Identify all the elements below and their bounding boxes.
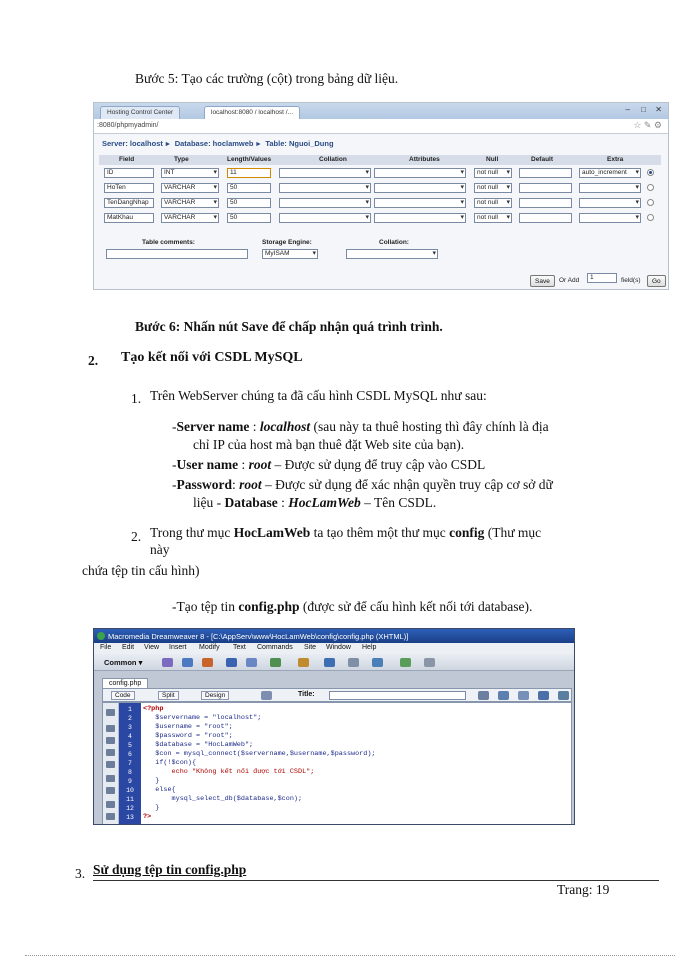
collation-label: Collation:: [379, 239, 409, 246]
code-line: if(!$con){: [143, 759, 197, 767]
line-number: 7: [128, 760, 132, 767]
menu-insert[interactable]: Insert: [169, 644, 187, 651]
field-name-input[interactable]: ID: [104, 168, 154, 178]
dreamweaver-title-bar: [94, 629, 574, 643]
browser-tab-2[interactable]: localhost:8080 / localhost /...: [204, 106, 300, 119]
extra-select[interactable]: [579, 213, 641, 223]
length-input[interactable]: 11: [227, 168, 271, 178]
line-number: 1: [128, 706, 132, 713]
config-folder-name: config: [449, 525, 485, 540]
storage-engine-select[interactable]: MyISAM ▾: [262, 249, 318, 259]
create-config-line: -Tạo tệp tin config.php (được sử để cấu hình kết nối tới database).: [172, 599, 533, 614]
user-label: User name: [176, 457, 239, 472]
primary-radio[interactable]: [647, 184, 654, 191]
attributes-select[interactable]: [374, 168, 466, 178]
primary-radio[interactable]: [647, 214, 654, 221]
code-line: ?>: [143, 813, 152, 821]
table-row: [99, 181, 661, 195]
browser-tabbar: [94, 103, 668, 119]
document-toolbar: [102, 688, 572, 702]
comment-code-icon[interactable]: [106, 813, 115, 820]
server-note-line2: chỉ IP của host mà bạn thuê đặt Web site của bạn).: [193, 437, 465, 452]
type-select[interactable]: VARCHAR ▾: [161, 213, 219, 223]
expand-icon[interactable]: [106, 737, 115, 744]
header-null: Null: [486, 156, 499, 163]
server-label: Server name: [176, 419, 250, 434]
header-default: Default: [531, 156, 554, 163]
header-length: Length/Values: [227, 156, 272, 163]
line-number: 5: [128, 742, 132, 749]
coding-toolbar: [103, 703, 119, 825]
code-line: }: [143, 777, 160, 785]
phpmyadmin-screenshot: [93, 102, 669, 290]
template-icon[interactable]: [372, 658, 383, 667]
password-label: Password: [176, 477, 233, 492]
primary-radio[interactable]: [647, 169, 654, 176]
insert-toolbar: [94, 654, 574, 671]
code-line: $password = "root";: [143, 732, 233, 740]
folder-name: HocLamWeb: [233, 525, 311, 540]
syntax-error-icon[interactable]: [106, 801, 115, 808]
user-note: – Được sử dụng để truy cập vào CSDL: [271, 457, 486, 472]
balance-braces-icon[interactable]: [106, 761, 115, 768]
line-number: 10: [126, 787, 134, 794]
type-select[interactable]: INT ▾: [161, 168, 219, 178]
table-row: [99, 211, 661, 225]
menu-file[interactable]: File: [100, 644, 112, 651]
more-icon[interactable]: [424, 658, 435, 667]
breadcrumb-database[interactable]: Database: hoclamweb: [174, 139, 254, 148]
split-view-button[interactable]: Split: [158, 691, 179, 700]
design-view-button[interactable]: Design: [201, 691, 229, 700]
star-icon[interactable]: ☆ ✎ ⚙: [633, 120, 662, 130]
collapse-icon[interactable]: [106, 725, 115, 732]
header-extra: Extra: [607, 156, 624, 163]
line-number: 11: [126, 796, 134, 803]
server-note: (sau này ta thuê hosting thì đây chính là địa: [310, 419, 549, 434]
header-collation: Collation: [319, 156, 347, 163]
close-icon[interactable]: ✕: [655, 105, 662, 114]
menu-bar: [94, 643, 574, 654]
collation-select[interactable]: [279, 183, 371, 193]
table-icon[interactable]: [226, 658, 237, 667]
validate-icon[interactable]: [498, 691, 509, 700]
dreamweaver-icon: [97, 632, 105, 640]
header-type: Type: [174, 156, 189, 163]
menu-site[interactable]: Site: [304, 644, 317, 651]
menu-window[interactable]: Window: [326, 644, 351, 651]
field-name-input[interactable]: TenDangNhap: [104, 198, 154, 208]
line-number: 13: [126, 814, 134, 821]
or-add-label: Or Add: [559, 277, 580, 284]
step6-label: Bước 6: Nhấn nút Save để chấp nhận quá trình trình.: [135, 319, 443, 334]
item2-text-line3: chứa tệp tin cấu hình): [82, 563, 200, 578]
length-input[interactable]: 50: [227, 198, 271, 208]
browser-tab-1[interactable]: Hosting Control Center: [100, 106, 180, 119]
field-name-input[interactable]: MatKhau: [104, 213, 154, 223]
email-link-icon[interactable]: [182, 658, 193, 667]
browser-check-icon[interactable]: [478, 691, 489, 700]
open-documents-icon[interactable]: [106, 709, 115, 716]
line-number: 6: [128, 751, 132, 758]
menu-text[interactable]: Text: [233, 644, 246, 651]
go-button[interactable]: Go: [647, 275, 666, 287]
item2-text: Trong thư mục HocLamWeb ta tạo thêm một thư mục config (Thư mục: [150, 525, 542, 540]
layer-icon[interactable]: [246, 658, 257, 667]
table-comments-label: Table comments:: [142, 239, 195, 246]
code-line: $con = mysql_connect($servername,$username,$password);: [143, 750, 376, 758]
menu-help[interactable]: Help: [362, 644, 377, 651]
preview-icon[interactable]: [538, 691, 549, 700]
maximize-icon[interactable]: □: [641, 105, 646, 114]
step5-text: Bước 5: Tạo các trường (cột) trong bảng dữ liệu.: [135, 71, 399, 86]
line-number: 8: [128, 769, 132, 776]
breadcrumb-table[interactable]: Table: Nguoi_Dung: [265, 139, 334, 148]
password-line: -Password: root – Được sử dụng để xác nhận quyền truy cập cơ sở dữ: [172, 477, 553, 492]
menu-view[interactable]: View: [144, 644, 160, 651]
footer-divider: [93, 880, 659, 881]
database-note: – Tên CSDL.: [360, 495, 437, 510]
field-name-input[interactable]: HoTen: [104, 183, 154, 193]
tag-chooser-icon[interactable]: [400, 658, 411, 667]
line-number: 4: [128, 733, 132, 740]
attributes-select[interactable]: [374, 183, 466, 193]
live-data-icon[interactable]: [261, 691, 272, 700]
line-number: 3: [128, 724, 132, 731]
line-number: 9: [128, 778, 132, 785]
breadcrumb-server[interactable]: Server: localhost: [102, 139, 163, 148]
extra-select[interactable]: [579, 198, 641, 208]
item1-text: Trên WebServer chúng ta đã cấu hình CSDL MySQL như sau:: [150, 388, 487, 403]
dreamweaver-screenshot: [93, 628, 575, 825]
storage-engine-label: Storage Engine:: [262, 239, 312, 246]
header-field: Field: [119, 156, 135, 163]
default-input[interactable]: [519, 168, 572, 178]
file-tab[interactable]: config.php: [102, 678, 148, 688]
date-icon[interactable]: [324, 658, 335, 667]
line-numbers-icon[interactable]: [106, 775, 115, 782]
add-fields-count-input[interactable]: 1: [587, 273, 617, 283]
section3-title: Sử dụng tệp tin config.php: [93, 862, 247, 877]
window-title: Macromedia Dreamweaver 8 - [C:\AppServ\www\HocLamWeb\config\config.php (XHTML)]: [108, 632, 409, 641]
code-line: $username = "root";: [143, 723, 233, 731]
line-number-gutter: [119, 703, 141, 825]
page-bottom-border: [25, 955, 675, 956]
minimize-icon[interactable]: –: [625, 105, 630, 114]
default-input[interactable]: [519, 213, 572, 223]
type-select[interactable]: VARCHAR ▾: [161, 183, 219, 193]
password-value: root: [239, 477, 262, 492]
table-row: [99, 166, 661, 180]
hyperlink-icon[interactable]: [162, 658, 173, 667]
extra-select[interactable]: auto_increment ▾: [579, 168, 641, 178]
common-category-menu[interactable]: Common ▾: [104, 658, 143, 667]
file-management-icon[interactable]: [518, 691, 529, 700]
anchor-icon[interactable]: [202, 658, 213, 667]
breadcrumb: Server: localhost ▸ Database: hoclamweb ▸ Table: Nguoi_Dung: [102, 139, 334, 148]
item2-number: 2.: [131, 529, 142, 544]
length-input[interactable]: 50: [227, 183, 271, 193]
section2-title: Tạo kết nối với CSDL MySQL: [121, 350, 303, 365]
menu-modify[interactable]: Modify: [199, 644, 220, 651]
user-value: root: [248, 457, 272, 472]
item1-number: 1.: [131, 391, 142, 406]
menu-commands[interactable]: Commands: [257, 644, 293, 651]
null-select[interactable]: not null ▾: [474, 168, 512, 178]
attributes-select[interactable]: [374, 213, 466, 223]
user-line: -User name : root – Được sử dụng để truy cập vào CSDL: [172, 457, 486, 472]
attributes-select[interactable]: [374, 198, 466, 208]
code-line: mysql_select_db($database,$con);: [143, 795, 303, 803]
null-select[interactable]: not null ▾: [474, 213, 512, 223]
comment-icon[interactable]: [348, 658, 359, 667]
code-line: }: [143, 804, 160, 812]
null-select[interactable]: not null ▾: [474, 198, 512, 208]
null-select[interactable]: not null ▾: [474, 183, 512, 193]
header-attributes: Attributes: [409, 156, 440, 163]
step6-text: [135, 319, 443, 335]
title-input[interactable]: [329, 691, 466, 700]
server-value: localhost: [259, 419, 311, 434]
page-number: Trang: 19: [557, 882, 610, 897]
table-row: [99, 196, 661, 210]
type-select[interactable]: VARCHAR ▾: [161, 198, 219, 208]
section3-number: 3.: [75, 866, 86, 881]
database-value: HocLamWeb: [288, 495, 361, 510]
title-label: Title:: [298, 691, 315, 698]
line-number: 2: [128, 715, 132, 722]
code-editor[interactable]: [102, 702, 572, 825]
highlight-icon[interactable]: [106, 787, 115, 794]
code-line: $servername = "localhost";: [143, 714, 262, 722]
table-collation-select[interactable]: [346, 249, 438, 259]
address-bar[interactable]: [94, 119, 668, 134]
code-line: else{: [143, 786, 176, 794]
column-header-row: [99, 155, 661, 165]
fields-label: field(s): [621, 277, 641, 284]
media-icon[interactable]: [298, 658, 309, 667]
image-icon[interactable]: [270, 658, 281, 667]
item2-text-line2: này: [150, 542, 170, 557]
select-parent-icon[interactable]: [106, 749, 115, 756]
length-input[interactable]: 50: [227, 213, 271, 223]
primary-radio[interactable]: [647, 199, 654, 206]
server-line: -Server name : localhost (sau này ta thuê hosting thì đây chính là địa: [172, 419, 549, 434]
extra-select[interactable]: [579, 183, 641, 193]
collation-select[interactable]: [279, 168, 371, 178]
code-line: echo "Không kết nối được tới CSDL";: [143, 768, 315, 776]
config-file-name: config.php: [238, 599, 300, 614]
database-label: Database: [224, 495, 278, 510]
code-view-button[interactable]: Code: [111, 691, 135, 700]
section2-number: 2.: [88, 353, 99, 368]
default-input[interactable]: [519, 183, 572, 193]
password-note: – Được sử dụng để xác nhận quyền truy cập cơ sở dữ: [261, 477, 553, 492]
database-line: liệu - Database : HocLamWeb – Tên CSDL.: [193, 495, 437, 510]
collation-select[interactable]: [279, 198, 371, 208]
default-input[interactable]: [519, 198, 572, 208]
code-line: $database = "HocLamWeb";: [143, 741, 254, 749]
url-text: :8080/phpmyadmin/: [97, 122, 159, 129]
line-number: 12: [126, 805, 134, 812]
save-button[interactable]: Save: [530, 275, 555, 287]
code-line: <?php: [143, 705, 164, 713]
menu-edit[interactable]: Edit: [122, 644, 135, 651]
collation-select[interactable]: [279, 213, 371, 223]
refresh-icon[interactable]: [558, 691, 569, 700]
table-comments-input[interactable]: [106, 249, 248, 259]
